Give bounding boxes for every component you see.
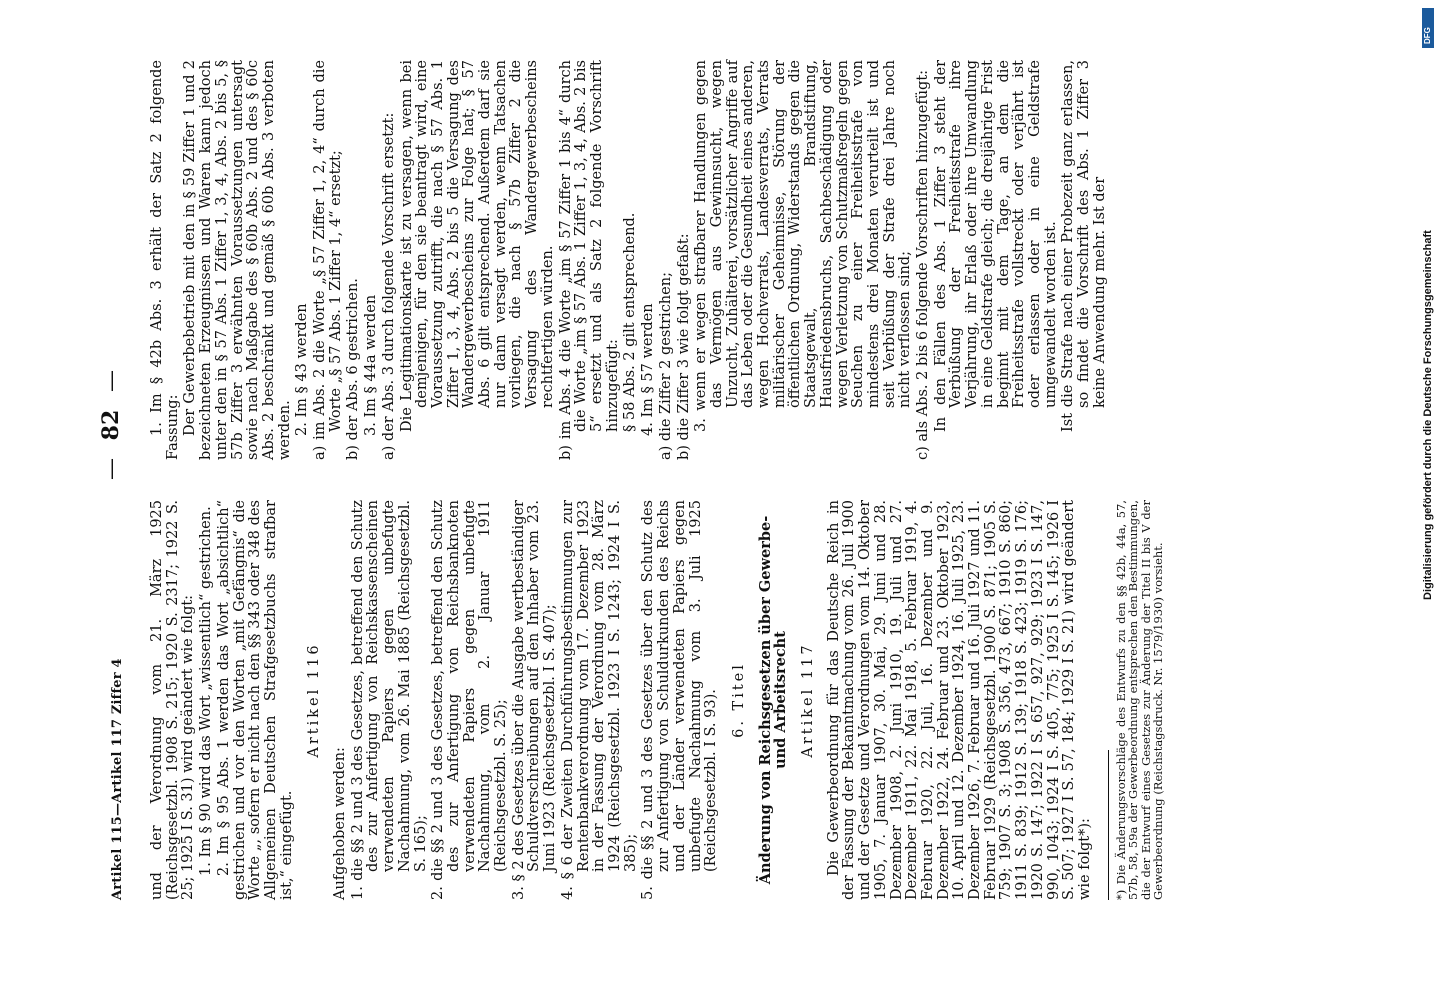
titel-6-subheading: Änderung von Reichsgesetzen über Gewerbe- und Arbeitsrecht xyxy=(756,515,790,885)
running-header: Artikel 115—Artikel 117 Ziffer 4 xyxy=(110,658,125,900)
digitization-credit: Digitalisierung gefördert durch die Deutsche Forschungsgemeinschaft xyxy=(1422,230,1434,600)
right-item-4b: b) die Ziffer 3 wie folgt gefaßt: xyxy=(675,233,692,460)
dfg-logo: DFG xyxy=(1422,8,1434,48)
right-item-1-text: Der Gewerbebetrieb mit den in § 59 Ziffer 1 und 2 bezeichneten Erzeugnissen und Waren kann jedoch unter den in § 57 Abs. 1 Ziffer 1, 3, 4, Abs. 2 bis 5, § 57b Ziffer 3 erwähnten Voraussetzungen untersagt sowie nach Maßgabe des § 60b Abs. 2 und des § 60c Abs. 2 beschränkt und gemäß § 60b Abs. 3 verboten werden. xyxy=(182,60,293,460)
intro-paragraph: und der Verordnung vom 21. März 1925 (Reichsgesetzbl. 1908 S. 215; 1920 S. 2317; 1922 S. 25; 1925 I S. 31) wird geändert wie folgt: xyxy=(149,500,197,900)
article-116-heading: Artikel 116 xyxy=(306,642,323,758)
article-117-heading: Artikel 117 xyxy=(800,642,817,758)
right-item-3b-text: § 58 Abs. 2 gilt entsprechend. xyxy=(622,212,639,432)
right-item-4c-text-1: In den Fällen des Abs. 1 Ziffer 3 steht der Verbüßung der Freiheitsstrafe ihre Verjährung, ihr Erlaß oder ihre Umwandlung in eine Geldstrafe gleich; die dreijährige Frist beginnt mit dem Tage, an dem die Freiheitsstrafe vollstreckt oder verjährt ist oder erlassen oder in eine Geldstrafe umgewandelt worden ist. xyxy=(932,60,1059,432)
right-item-2b: b) der Abs. 6 gestrichen. xyxy=(345,278,362,460)
page-number-line xyxy=(98,360,124,490)
right-item-4c-text-2: Ist die Strafe nach einer Probezeit ganz erlassen, so findet die Vorschrift des Abs. 1 Ziffer 3 keine Anwendung mehr. Ist der xyxy=(1060,60,1108,432)
footnote-rule xyxy=(1108,750,1109,900)
left-item-1: 1. Im § 90 wird das Wort „wissentlich“ gestrichen. xyxy=(198,506,215,876)
article-116-item-3: 3. § 2 des Gesetzes über die Ausgabe wertbeständiger Schuldverschreibungen auf den Inhaber vom 23. Juni 1923 (Reichsgesetzbl. I S. 407); xyxy=(510,500,559,900)
right-item-4b-text: 3. wenn er wegen strafbarer Handlungen gegen das Vermögen aus Gewinnsucht, wegen Unzucht, Zuhälterei, vorsätzlicher Angriffe auf das Leben oder die Gesundheit eines anderen, wegen Hochverrats, Landesverrats, Verrats militärischer Geheimnisse, Störung der öffentlichen Ordnung, Widerstands gegen die Staatsgewalt, Brandstiftung, Hausfriedensbruchs, Sachbeschädigung oder wegen Verletzung von Schutzmaßregeln gegen Seuchen zu einer Freiheitsstrafe von mindestens drei Monaten verurteilt ist und seit Verbüßung der Strafe drei Jahre noch nicht verflossen sind; xyxy=(693,60,914,432)
right-item-3a: a) der Abs. 3 durch folgende Vorschrift ersetzt: xyxy=(380,112,397,460)
right-item-3: 3. Im § 44a werden xyxy=(363,294,380,436)
page-number: 82 xyxy=(98,409,124,441)
right-item-2a: a) im Abs. 2 die Worte „§ 57 Ziffer 1, 2, 4“ durch die Worte „§ 57 Abs. 1 Ziffer 1, 4“ ersetzt; xyxy=(312,60,344,460)
footnote: *) Die Änderungsvorschläge des Entwurfs zu den §§ 42b, 44a, 57, 57b, 58, 59a der Gewerbeordnung entsprechen den Bestimmungen, die der Entwurf eines Gesetzes zur Änderung der Titel II bis V der Gewerbeordnung (Reichstagsdruck. Nr. 1579/1930) vorsieht. xyxy=(1113,500,1166,900)
header-dash-right: — xyxy=(99,370,124,393)
titel-6-heading: 6. Titel xyxy=(730,662,747,738)
left-item-2: 2. Im § 95 Abs. 1 werden das Wort „absichtlich“ gestrichen und vor den Worten „mit Gefängnis“ die Worte „, sofern er nicht nach den §§ 343 oder 348 des Allgemeinen Deutschen Strafgesetzbuchs strafbar ist,“ eingefügt. xyxy=(215,500,295,900)
left-text-column xyxy=(150,500,1165,900)
right-item-2: 2. Im § 43 werden xyxy=(294,303,311,436)
article-116-item-1: 1. die §§ 2 und 3 des Gesetzes, betreffend den Schutz des zur Anfertigung von Reichskassenscheinen verwendeten Papiers gegen unbefugte Nachahmung, vom 26. Mai 1885 (Reichsgesetzbl. S. 165); xyxy=(349,500,429,900)
right-item-4a: a) die Ziffer 2 gestrichen; xyxy=(657,272,674,460)
article-116-intro: Aufgehoben werden: xyxy=(332,747,349,900)
article-116-item-2: 2. die §§ 2 und 3 des Gesetzes, betreffend den Schutz des zur Anfertigung von Reichsbanknoten verwendeten Papiers gegen unbefugte Nachahmung, vom 2. Januar 1911 (Reichsgesetzbl. S. 25); xyxy=(430,500,510,900)
article-116-item-5: 5. die §§ 2 und 3 des Gesetzes über den Schutz des zur Anfertigung von Schuldurkunden des Reichs und der Länder verwendeten Papiers gegen unbefugte Nachahmung vom 3. Juli 1925 (Reichsgesetzbl. I S. 93). xyxy=(640,500,720,900)
right-item-4: 4. Im § 57 werden xyxy=(640,303,657,436)
right-item-3a-text: Die Legitimationskarte ist zu versagen, wenn bei demjenigen, für den sie beantragt wird, eine Voraussetzung zutrifft, die nach § 57 Abs. 1 Ziffer 1, 3, 4, Abs. 2 bis 5 die Versagung des Wandergewerbescheins zur Folge hat; § 57 Abs. 6 gilt entsprechend. Außerdem darf sie nur dann versagt werden, wenn Tatsachen vorliegen, die nach § 57b Ziffer 2 die Versagung des Wandergewerbescheins rechtfertigen würden. xyxy=(398,60,556,432)
right-item-1: 1. Im § 42b Abs. 3 erhält der Satz 2 folgende Fassung: xyxy=(149,60,181,460)
right-text-column xyxy=(150,60,1110,460)
article-117-text: Die Gewerbeordnung für das Deutsche Reich in der Fassung der Bekanntmachung vom 26. Juli 1900 und der Gesetze und Verordnungen vom 14. Oktober 1905, 7. Januar 1907, 30. Mai, 29. Juni und 28. Dezember 1908, 2. Juni 1910, 19. Juli und 27. Dezember 1911, 22. Mai 1918, 5. Februar 1919, 4. Februar 1920, 22. Juli, 16. Dezember und 9. Dezember 1922, 24. Februar und 23. Oktober 1923, 10. April und 12. Dezember 1924, 16. Juli 1925, 23. Dezember 1926, 7. Februar und 16. Juli 1927 und 11. Februar 1929 (Reichsgesetzbl. 1900 S. 871; 1905 S. 759; 1907 S. 3; 1908 S. 356, 473, 667; 1910 S. 860; 1911 S. 839; 1912 S. 139; 1918 S. 423; 1919 S. 176; 1920 S. 147; 1922 I S. 657, 927, 929; 1923 I S. 147, 990, 1043; 1924 I S. 405, 775; 1925 I S. 145; 1926 I S. 507; 1927 I S. 57, 184; 1929 I S. 21) wird geändert wie folgt*): xyxy=(825,500,1093,900)
right-item-4c: c) als Abs. 2 bis 6 folgende Vorschriften hinzugefügt: xyxy=(915,69,932,460)
right-item-3b: b) im Abs. 4 die Worte „im § 57 Ziffer 1 bis 4“ durch die Worte „im § 57 Abs. 1 Ziffer 1, 3, 4, Abs. 2 bis 5“ ersetzt und als Satz 2 folgende Vorschrift hinzugefügt: xyxy=(557,60,621,460)
article-116-item-4: 4. § 6 der Zweiten Durchführungsbestimmungen zur Rentenbankverordnung vom 17. Dezember 1923 in der Fassung der Verordnung vom 28. März 1924 (Reichsgesetzbl. 1923 I S. 1243; 1924 I S. 385); xyxy=(559,500,639,900)
header-dash-left: — xyxy=(99,458,124,480)
